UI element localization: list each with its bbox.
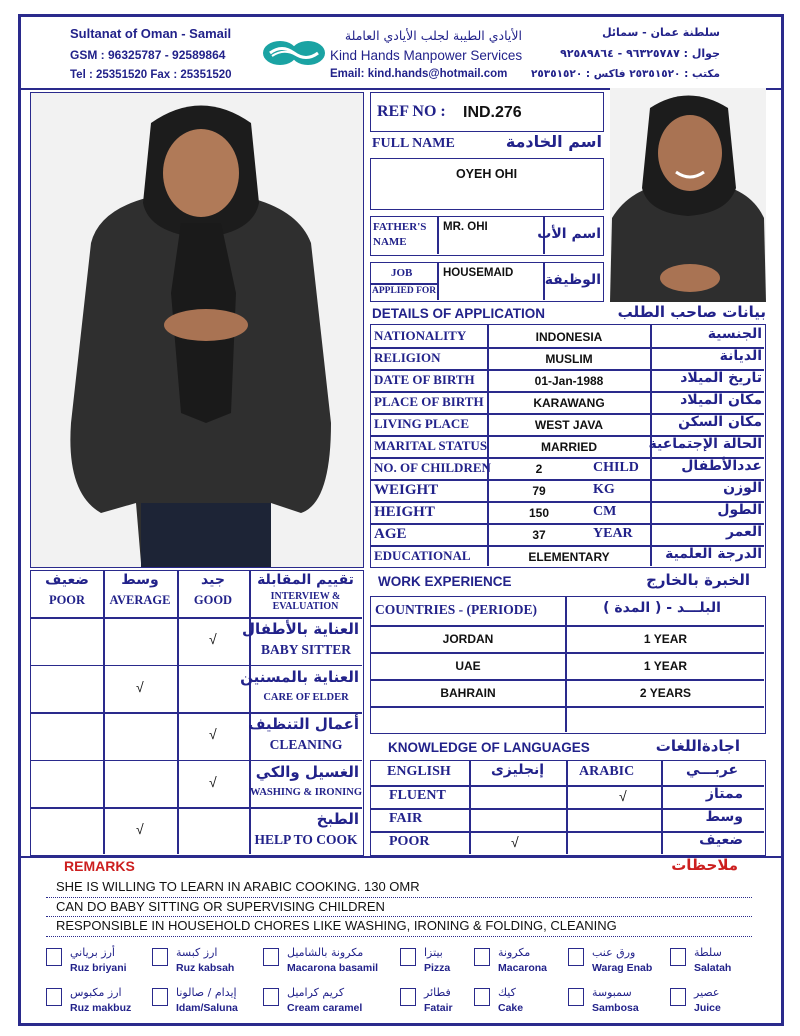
remark-line-1: SHE IS WILLING TO LEARN IN ARABIC COOKING. 130 OMR xyxy=(56,879,420,894)
eval-row-divider xyxy=(31,617,362,619)
father-label-1: FATHER'S xyxy=(373,221,427,233)
food-label-en: Fatair xyxy=(424,1002,453,1014)
lang-level-label-ar: ممتاز xyxy=(705,786,743,802)
lang-arabic-header: ARABIC xyxy=(579,764,635,779)
food-label-ar: مكرونة بالشاميل xyxy=(287,946,364,959)
header-en-line1: Sultanat of Oman - Samail xyxy=(70,26,232,41)
food-label-en: Macarona basamil xyxy=(287,962,379,974)
remark-dotted-1 xyxy=(46,897,752,898)
details-label: RELIGION xyxy=(374,350,441,365)
work-experience-title: WORK EXPERIENCE xyxy=(378,574,512,589)
details-label-ar: عددالأطفال xyxy=(681,458,762,474)
food-label-en: Cream caramel xyxy=(287,1002,363,1014)
lang-arabic-check: √ xyxy=(619,788,627,804)
details-value: MUSLIM xyxy=(545,352,593,366)
food-checkbox[interactable] xyxy=(46,948,62,966)
eval-row-ar: أعمال التنظيف xyxy=(248,715,359,733)
company-email: Email: kind.hands@hotmail.com xyxy=(330,68,508,80)
food-label-en: Macarona xyxy=(498,962,548,974)
details-label-ar: العمر xyxy=(725,524,762,540)
food-label-ar: ارز مكبوس xyxy=(70,986,122,999)
food-label-en: Cake xyxy=(498,1002,524,1014)
details-title: DETAILS OF APPLICATION xyxy=(372,306,545,321)
eval-row-en: HELP TO COOK xyxy=(254,832,358,847)
full-name-label-ar: اسم الخادمة xyxy=(505,132,602,151)
details-value: 79 xyxy=(532,484,546,498)
lang-level-label: FAIR xyxy=(389,811,423,826)
head-photo xyxy=(610,88,766,302)
evaluation-table xyxy=(30,570,364,856)
eval-header-ar: تقييم المقابلة xyxy=(257,572,354,588)
header-ar-company: الأيادي الطيبة لجلب الأيادي العاملة xyxy=(344,28,522,43)
details-value: WEST JAVA xyxy=(534,418,604,432)
work-period: 1 YEAR xyxy=(643,632,688,646)
details-label-ar: مكان الميلاد xyxy=(680,392,762,408)
details-unit: CHILD xyxy=(593,460,639,475)
food-checkbox[interactable] xyxy=(568,948,584,966)
header-tel: Tel : 25351520 Fax : 25351520 xyxy=(70,69,232,81)
ref-box xyxy=(370,92,604,132)
work-country: BAHRAIN xyxy=(440,686,496,700)
eval-header-ar: جيد xyxy=(201,572,225,588)
work-col2-header: البلـــد - ( المدة ) xyxy=(603,600,721,616)
lang-english-header-ar: إنجليزى xyxy=(490,762,545,778)
work-row-divider xyxy=(371,706,764,708)
person-full-photo-image xyxy=(31,93,364,568)
eval-check-mark: √ xyxy=(136,821,144,837)
lang-level-label-ar: ضعيف xyxy=(699,832,743,848)
details-label: LIVING PLACE xyxy=(374,416,469,431)
food-label-ar: ورق عنب xyxy=(592,946,636,959)
details-value: 150 xyxy=(528,506,550,520)
work-row-divider xyxy=(371,652,764,654)
remark-dotted-3 xyxy=(46,936,752,937)
details-label-ar: تاريخ الميلاد xyxy=(680,370,762,386)
details-label: AGE xyxy=(374,526,407,542)
food-label-ar: ارز كبسة xyxy=(176,946,218,959)
food-checkbox[interactable] xyxy=(400,988,416,1006)
full-name-value: OYEH OHI xyxy=(455,167,518,181)
job-value: HOUSEMAID xyxy=(443,267,514,279)
details-table xyxy=(370,324,766,568)
food-label-en: Ruz makbuz xyxy=(70,1002,132,1014)
lang-arabic-header-ar: عربـــي xyxy=(685,762,739,778)
eval-header-en: AVERAGE xyxy=(109,593,171,607)
details-value: 37 xyxy=(532,528,546,542)
eval-row-divider xyxy=(31,665,362,667)
work-experience-title-ar: الخبرة بالخارج xyxy=(646,571,750,589)
food-label-ar: أرز برياني xyxy=(70,946,115,959)
food-checkbox[interactable] xyxy=(263,988,279,1006)
details-value: MARRIED xyxy=(541,440,597,454)
header-ar-line2: جوال : ٩٦٣٢٥٧٨٧ - ٩٢٥٨٩٨٦٤ xyxy=(560,47,720,60)
food-checkbox[interactable] xyxy=(263,948,279,966)
food-label-ar: سلطة xyxy=(694,946,722,959)
father-label-ar: اسم الأب xyxy=(537,226,601,242)
eval-row-en: CARE OF ELDER xyxy=(263,691,349,703)
food-label-en: Sambosa xyxy=(592,1002,639,1014)
details-label: NATIONALITY xyxy=(374,328,467,343)
work-country: JORDAN xyxy=(442,632,494,646)
full-name-label: FULL NAME xyxy=(372,136,455,151)
eval-row-divider xyxy=(31,712,362,714)
languages-table xyxy=(370,760,766,856)
eval-row-ar: الغسيل والكي xyxy=(255,762,359,781)
header-ar-line1: سلطنة عمان - سمائل xyxy=(602,26,720,39)
details-label-ar: الديانة xyxy=(719,348,762,364)
work-country: UAE xyxy=(455,659,481,673)
eval-header-en: POOR xyxy=(48,593,86,607)
remark-line-3: RESPONSIBLE IN HOUSEHOLD CHORES LIKE WASHING, IRONING & FOLDING, CLEANING xyxy=(56,918,617,933)
food-checkbox[interactable] xyxy=(46,988,62,1006)
details-value: INDONESIA xyxy=(535,330,603,344)
job-label-1: JOB xyxy=(391,267,413,279)
details-label: HEIGHT xyxy=(374,504,435,520)
job-label-ar: الوظيفة xyxy=(544,272,601,288)
work-col1-header: COUNTRIES - (PERIODE) xyxy=(375,602,538,617)
eval-header-en: GOOD xyxy=(193,593,233,607)
food-checkbox[interactable] xyxy=(152,988,168,1006)
eval-header-ar: وسط xyxy=(121,572,159,588)
details-label-ar: الوزن xyxy=(723,480,762,496)
ref-value: IND.276 xyxy=(463,104,522,121)
food-label-ar: عصير xyxy=(694,986,720,999)
food-checkbox[interactable] xyxy=(152,948,168,966)
details-value: 2 xyxy=(535,462,543,476)
details-label: WEIGHT xyxy=(374,482,439,498)
remark-dotted-2 xyxy=(46,916,752,917)
father-box xyxy=(370,216,604,256)
food-label-ar: بيتزا xyxy=(424,946,443,959)
food-label-en: Ruz briyani xyxy=(70,962,127,974)
father-label-2: NAME xyxy=(373,236,407,248)
full-body-photo xyxy=(30,92,364,568)
food-label-en: Idam/Saluna xyxy=(176,1002,238,1014)
food-checkbox[interactable] xyxy=(400,948,416,966)
food-label-ar: كريم كراميل xyxy=(287,986,345,999)
lang-level-label: FLUENT xyxy=(389,788,446,803)
details-value: ELEMENTARY xyxy=(528,550,610,564)
eval-check-mark: √ xyxy=(136,678,144,695)
food-label-ar: إيدام / صالونا xyxy=(176,986,237,999)
remark-line-2: CAN DO BABY SITTING OR SUPERVISING CHILDREN xyxy=(56,899,385,914)
details-unit: CM xyxy=(593,504,617,519)
eval-row-en: CLEANING xyxy=(269,737,343,752)
food-checkbox[interactable] xyxy=(670,988,686,1006)
job-label-2: APPLIED FOR xyxy=(372,286,437,296)
eval-header-en: INTERVIEW & EVALUATION xyxy=(270,591,341,612)
hands-logo-icon xyxy=(262,36,326,70)
details-label: DATE OF BIRTH xyxy=(374,372,475,387)
remarks-title: REMARKS xyxy=(64,858,135,874)
eval-row-en: BABY SITTER xyxy=(261,642,351,657)
work-row-divider xyxy=(371,625,764,627)
header-ar-line3: مكتب : ٢٥٣٥١٥٢٠ فاكس : ٢٥٣٥١٥٢٠ xyxy=(530,68,720,80)
details-label: EDUCATIONAL xyxy=(374,548,471,563)
details-label-ar: الحالة الإجتماعية xyxy=(648,436,762,452)
work-period: 2 YEARS xyxy=(639,686,692,700)
food-label-ar: كيك xyxy=(498,986,516,999)
details-label: MARITAL STATUS xyxy=(374,438,488,453)
work-experience-table xyxy=(370,596,766,734)
eval-row-ar: العناية بالمسنين xyxy=(240,667,359,686)
details-unit: YEAR xyxy=(593,526,633,541)
food-label-en: Salatah xyxy=(694,962,732,974)
food-checkbox[interactable] xyxy=(670,948,686,966)
remarks-title-ar: ملاحظات xyxy=(671,856,738,874)
details-label-ar: الدرجة العلمية xyxy=(665,546,762,562)
company-logo xyxy=(262,36,326,70)
food-checkbox[interactable] xyxy=(474,948,490,966)
company-name: Kind Hands Manpower Services xyxy=(330,48,523,63)
eval-row-divider xyxy=(31,807,362,809)
job-box xyxy=(370,262,604,302)
eval-row-divider xyxy=(31,760,362,762)
details-label: NO. OF CHILDREN xyxy=(374,460,491,475)
details-label-ar: الطول xyxy=(717,502,762,518)
eval-row-ar: الطبخ xyxy=(316,810,359,828)
eval-row-en: WASHING & IRONING xyxy=(250,786,363,798)
lang-english-header: ENGLISH xyxy=(387,764,451,779)
languages-title-ar: اجادةاللغات xyxy=(655,737,740,755)
person-portrait-image xyxy=(610,88,766,302)
food-checkbox[interactable] xyxy=(568,988,584,1006)
details-title-ar: بيانات صاحب الطلب xyxy=(617,303,766,321)
food-label-en: Juice xyxy=(694,1002,721,1014)
eval-header-ar: ضعيف xyxy=(45,572,89,588)
eval-check-mark: √ xyxy=(209,631,217,647)
eval-check-mark: √ xyxy=(209,726,217,742)
full-name-box xyxy=(370,158,604,210)
lang-english-check: √ xyxy=(511,834,519,850)
food-label-en: Warag Enab xyxy=(592,962,653,974)
work-row-divider xyxy=(371,679,764,681)
eval-row-ar: العناية بالأطفال xyxy=(242,620,359,638)
father-value: MR. OHI xyxy=(443,221,488,233)
cooking-options xyxy=(20,940,782,1024)
details-value: KARAWANG xyxy=(533,396,605,410)
details-unit: KG xyxy=(593,482,615,497)
food-label-en: Pizza xyxy=(424,962,451,974)
food-checkbox[interactable] xyxy=(474,988,490,1006)
ref-label: REF NO : xyxy=(377,103,446,120)
languages-title: KNOWLEDGE OF LANGUAGES xyxy=(388,740,590,755)
details-value: 01-Jan-1988 xyxy=(534,374,604,388)
food-label-en: Ruz kabsah xyxy=(176,962,235,974)
food-label-ar: مكرونة xyxy=(498,946,531,959)
food-label-ar: سمبوسة xyxy=(592,986,632,999)
eval-check-mark: √ xyxy=(209,773,217,790)
work-period: 1 YEAR xyxy=(643,659,688,673)
details-label: PLACE OF BIRTH xyxy=(374,394,484,409)
details-label-ar: الجنسية xyxy=(707,326,762,342)
header-gsm: GSM : 96325787 - 92589864 xyxy=(70,48,226,62)
details-label-ar: مكان السكن xyxy=(678,414,762,430)
food-label-ar: فطائر xyxy=(424,986,451,999)
lang-level-label: POOR xyxy=(389,834,430,849)
lang-level-label-ar: وسط xyxy=(705,809,743,825)
